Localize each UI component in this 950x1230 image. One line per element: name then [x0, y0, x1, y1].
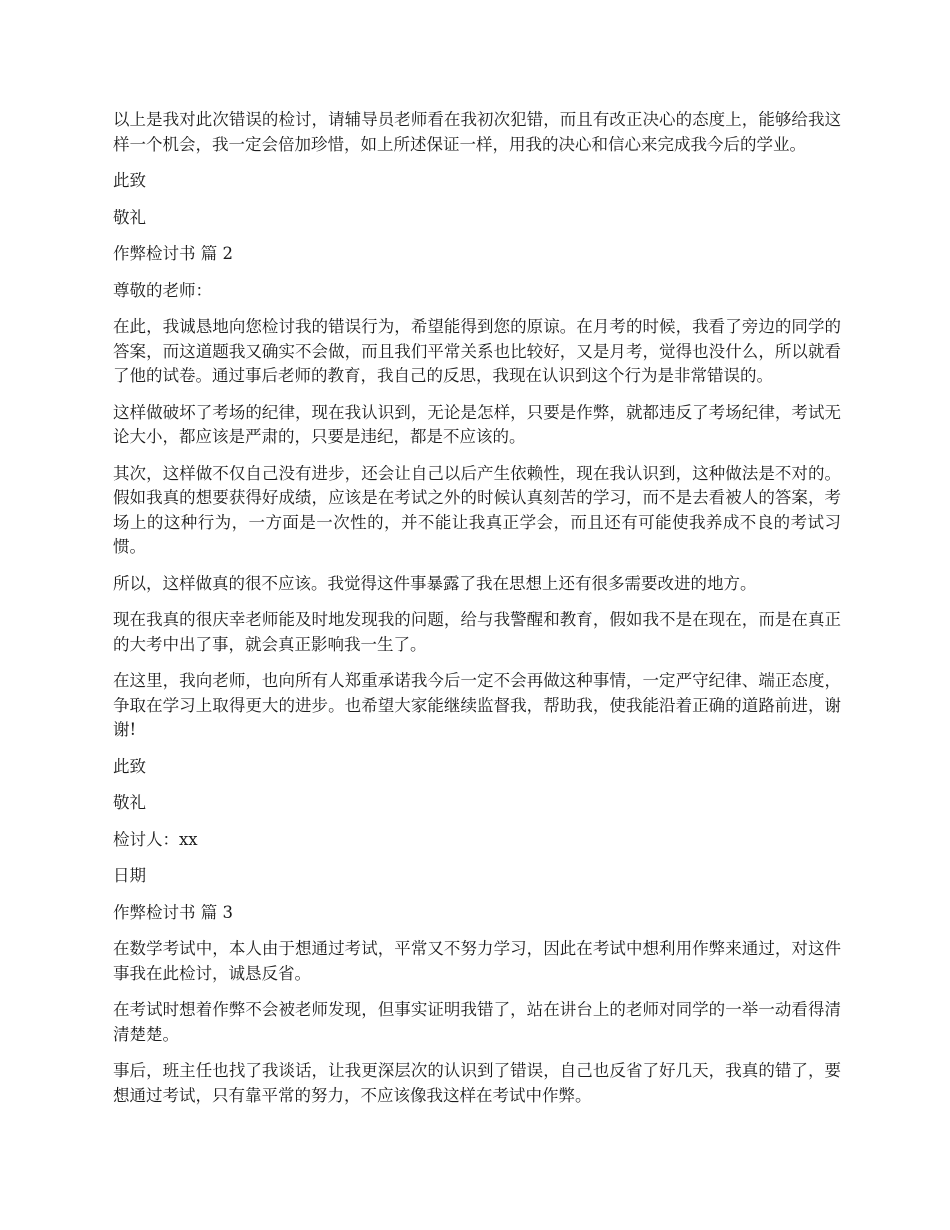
closing-jingli-2: 敬礼	[113, 793, 146, 812]
paragraph-promise: 在这里，我向老师，也向所有人郑重承诺我今后一定不会再做这种事情，一定严守纪律、端正态度，争取在学习上取得更大的进步。也希望大家能继续监督我，帮助我，使我能沿着正确的道路前进，谢谢!	[113, 671, 841, 739]
signature-author: 检讨人：xx	[113, 829, 198, 849]
section-heading-2: 作弊检讨书 篇 2	[113, 244, 233, 263]
paragraph-apology: 在此，我诚恳地向您检讨我的错误行为，希望能得到您的原谅。在月考的时候，我看了旁边的同学的答案，而这道题我又确实不会做，而且我们平常关系也比较好，又是月考，觉得也没什么，所以就看了他的试卷。通过事后老师的教育，我自己的反思，我现在认识到这个行为是非常错误的。	[113, 317, 841, 385]
paragraph-math-exam: 在数学考试中，本人由于想通过考试，平常又不努力学习，因此在考试中想利用作弊来通过，对这件事我在此检讨，诚恳反省。	[113, 939, 841, 983]
paragraph-caught: 在考试时想着作弊不会被老师发现，但事实证明我错了，站在讲台上的老师对同学的一举一动看得清清楚楚。	[113, 1000, 841, 1044]
paragraph-reflection: 所以，这样做真的很不应该。我觉得这件事暴露了我在思想上还有很多需要改进的地方。	[113, 573, 757, 593]
paragraph-gratitude: 现在我真的很庆幸老师能及时地发现我的问题，给与我警醒和教育，假如我不是在现在，而是在真正的大考中出了事，就会真正影响我一生了。	[113, 610, 841, 654]
paragraph-discipline: 这样做破坏了考场的纪律，现在我认识到，无论是怎样，只要是作弊，就都违反了考场纪律，考试无论大小，都应该是严肃的，只要是违纪，都是不应该的。	[113, 402, 841, 446]
salutation: 尊敬的老师：	[113, 280, 212, 300]
document-body	[113, 108, 841, 1120]
section-heading-3: 作弊检讨书 篇 3	[113, 902, 233, 922]
closing-cizhi: 此致	[113, 171, 146, 190]
signature-date: 日期	[113, 866, 146, 885]
closing-cizhi-2: 此致	[113, 756, 146, 776]
paragraph-commitment: 以上是我对此次错误的检讨，请辅导员老师看在我初次犯错，而且有改正决心的态度上，能够给我这样一个机会，我一定会倍加珍惜，如上所述保证一样，用我的决心和信心来完成我今后的学业。	[113, 110, 841, 154]
paragraph-aftermath: 事后，班主任也找了我谈话，让我更深层次的认识到了错误，自己也反省了好几天，我真的错了，要想通过考试，只有靠平常的努力，不应该像我这样在考试中作弊。	[113, 1061, 841, 1105]
paragraph-dependency: 其次，这样做不仅自己没有进步，还会让自己以后产生依赖性，现在我认识到，这种做法是不对的。假如我真的想要获得好成绩，应该是在考试之外的时候认真刻苦的学习，而不是去看被人的答案，考场上的这种行为，一方面是一次性的，并不能让我真正学会，而且还有可能使我养成不良的考试习惯。	[113, 463, 841, 556]
closing-jingli: 敬礼	[113, 207, 146, 227]
